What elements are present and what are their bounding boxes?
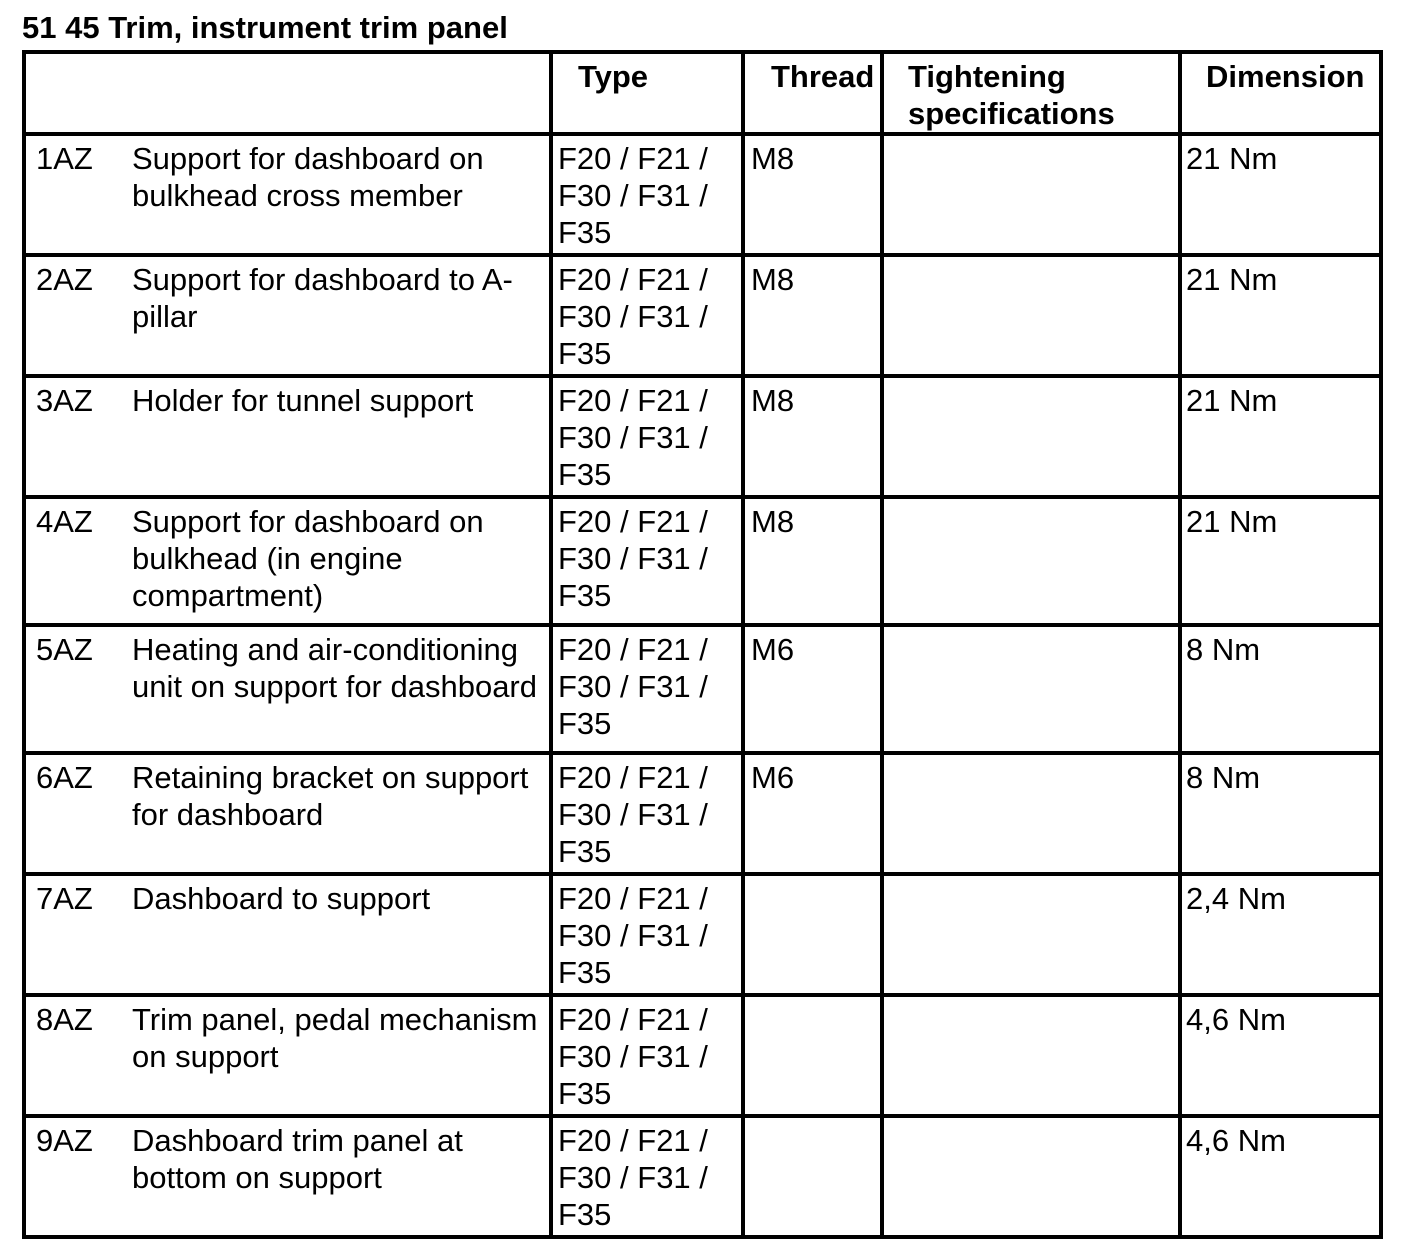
tightening-cell <box>882 134 1180 255</box>
item-cell <box>24 625 551 753</box>
dimension-cell: 8 Nm <box>1180 625 1381 753</box>
dimension-cell: 21 Nm <box>1180 134 1381 255</box>
item-code: 8AZ <box>36 1002 93 1037</box>
thread-cell <box>743 995 882 1116</box>
item-code: 9AZ <box>36 1123 93 1158</box>
dimension-cell: 4,6 Nm <box>1180 995 1381 1116</box>
item-code: 3AZ <box>36 383 93 418</box>
item-cell <box>24 134 551 255</box>
item-code: 7AZ <box>36 881 93 916</box>
table-row <box>24 1116 1381 1237</box>
table-row <box>24 874 1381 995</box>
type-cell: F20 / F21 / F30 / F31 / F35 <box>551 625 743 753</box>
thread-cell <box>743 1116 882 1237</box>
thread-cell: M8 <box>743 134 882 255</box>
type-cell: F20 / F21 / F30 / F31 / F35 <box>551 995 743 1116</box>
item-code: 6AZ <box>36 760 93 795</box>
thread-cell: M8 <box>743 497 882 625</box>
tightening-cell <box>882 625 1180 753</box>
table-row <box>24 255 1381 376</box>
thread-cell <box>743 874 882 995</box>
item-code: 4AZ <box>36 504 93 539</box>
tightening-cell <box>882 376 1180 497</box>
item-cell <box>24 753 551 874</box>
dimension-cell: 21 Nm <box>1180 376 1381 497</box>
item-cell <box>24 995 551 1116</box>
page-title: 51 45 Trim, instrument trim panel <box>22 10 508 45</box>
header-item <box>24 52 551 134</box>
torque-spec-table <box>22 50 1383 1239</box>
item-description: Support for dashboard on bulkhead (in engine compartment) <box>132 504 484 613</box>
header-tightening-specifications: Tightening specifications <box>882 52 1180 134</box>
table-row <box>24 995 1381 1116</box>
item-cell <box>24 497 551 625</box>
table-header-row <box>24 52 1381 134</box>
item-cell <box>24 1116 551 1237</box>
thread-cell: M6 <box>743 753 882 874</box>
tightening-cell <box>882 255 1180 376</box>
dimension-cell: 2,4 Nm <box>1180 874 1381 995</box>
header-dimension: Dimension <box>1180 52 1381 134</box>
thread-cell: M8 <box>743 255 882 376</box>
item-cell <box>24 255 551 376</box>
item-code: 5AZ <box>36 632 93 667</box>
item-description: Heating and air-conditioning unit on support for dashboard <box>132 632 537 704</box>
type-cell: F20 / F21 / F30 / F31 / F35 <box>551 497 743 625</box>
thread-cell: M6 <box>743 625 882 753</box>
type-cell: F20 / F21 / F30 / F31 / F35 <box>551 874 743 995</box>
table-row <box>24 376 1381 497</box>
tightening-cell <box>882 874 1180 995</box>
item-code: 1AZ <box>36 141 93 176</box>
type-cell: F20 / F21 / F30 / F31 / F35 <box>551 376 743 497</box>
table-row <box>24 753 1381 874</box>
item-description: Dashboard to support <box>132 881 431 916</box>
item-description: Holder for tunnel support <box>132 383 474 418</box>
item-description: Support for dashboard to A-pillar <box>132 262 513 334</box>
dimension-cell: 21 Nm <box>1180 255 1381 376</box>
table-row <box>24 497 1381 625</box>
item-cell <box>24 874 551 995</box>
header-thread: Thread <box>743 52 882 134</box>
item-cell <box>24 376 551 497</box>
table-row <box>24 134 1381 255</box>
item-description: Retaining bracket on support for dashboard <box>132 760 529 832</box>
tightening-cell <box>882 995 1180 1116</box>
type-cell: F20 / F21 / F30 / F31 / F35 <box>551 134 743 255</box>
type-cell: F20 / F21 / F30 / F31 / F35 <box>551 753 743 874</box>
tightening-cell <box>882 1116 1180 1237</box>
table-row <box>24 625 1381 753</box>
dimension-cell: 4,6 Nm <box>1180 1116 1381 1237</box>
thread-cell: M8 <box>743 376 882 497</box>
item-code: 2AZ <box>36 262 93 297</box>
dimension-cell: 8 Nm <box>1180 753 1381 874</box>
tightening-cell <box>882 753 1180 874</box>
tightening-cell <box>882 497 1180 625</box>
type-cell: F20 / F21 / F30 / F31 / F35 <box>551 1116 743 1237</box>
item-description: Trim panel, pedal mechanism on support <box>132 1002 538 1074</box>
header-type: Type <box>551 52 743 134</box>
item-description: Support for dashboard on bulkhead cross member <box>132 141 484 213</box>
type-cell: F20 / F21 / F30 / F31 / F35 <box>551 255 743 376</box>
item-description: Dashboard trim panel at bottom on support <box>132 1123 463 1195</box>
dimension-cell: 21 Nm <box>1180 497 1381 625</box>
